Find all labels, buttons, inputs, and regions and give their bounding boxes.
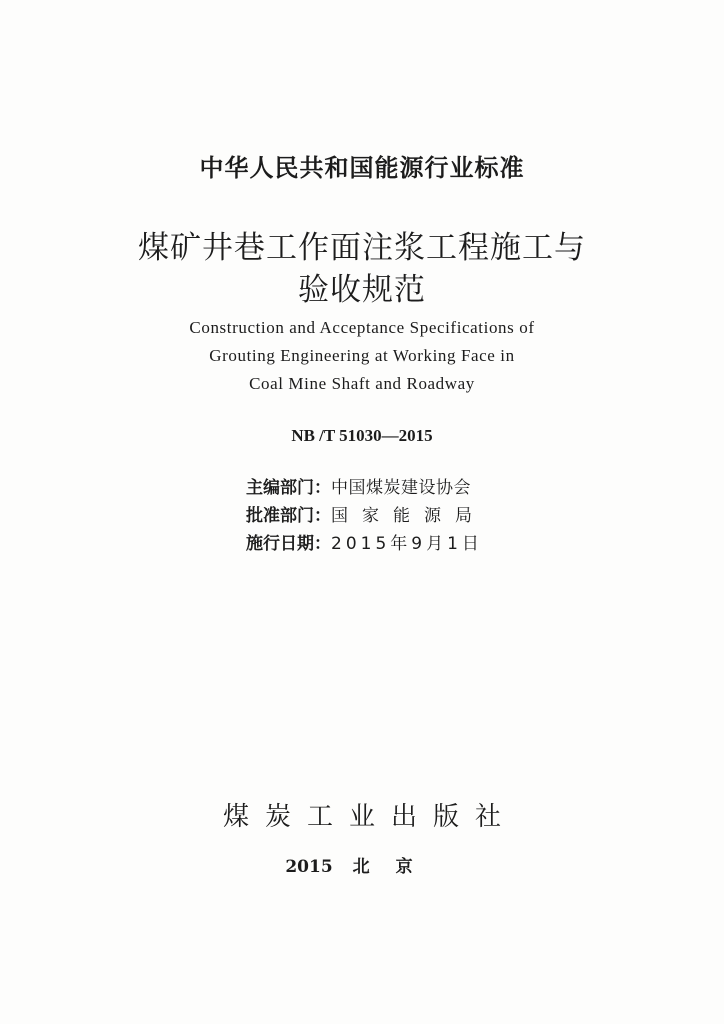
publisher-name: 煤炭工业出版社: [222, 802, 517, 832]
standard-info-block: [246, 474, 486, 558]
info-label: 施行日期：: [246, 534, 331, 554]
info-label: 批准部门：: [246, 506, 331, 526]
english-title-line-2: Grouting Engineering at Working Face in: [209, 346, 515, 365]
chinese-title-line-2: 验收规范: [298, 272, 426, 308]
publication-city: 北京: [352, 857, 439, 877]
publication-line: [0, 852, 724, 877]
chinese-title-line-1: 煤矿井巷工作面注浆工程施工与: [138, 230, 586, 266]
standard-number: NB /T 51030—2015: [291, 426, 433, 445]
publication-year: 2015: [285, 857, 333, 877]
info-row-effective-date: [246, 530, 486, 558]
english-title-line-3: Coal Mine Shaft and Roadway: [249, 374, 475, 393]
industry-standard-heading: 中华人民共和国能源行业标准: [199, 154, 525, 182]
info-row-approver: [246, 502, 486, 530]
info-value: 2015年9月1日: [331, 534, 483, 554]
info-value: 中国煤炭建设协会: [331, 478, 471, 498]
info-row-editor: [246, 474, 486, 502]
english-title-line-1: Construction and Acceptance Specifications of: [189, 318, 535, 337]
info-label: 主编部门：: [246, 478, 331, 498]
info-value: 国家能源局: [331, 506, 486, 526]
